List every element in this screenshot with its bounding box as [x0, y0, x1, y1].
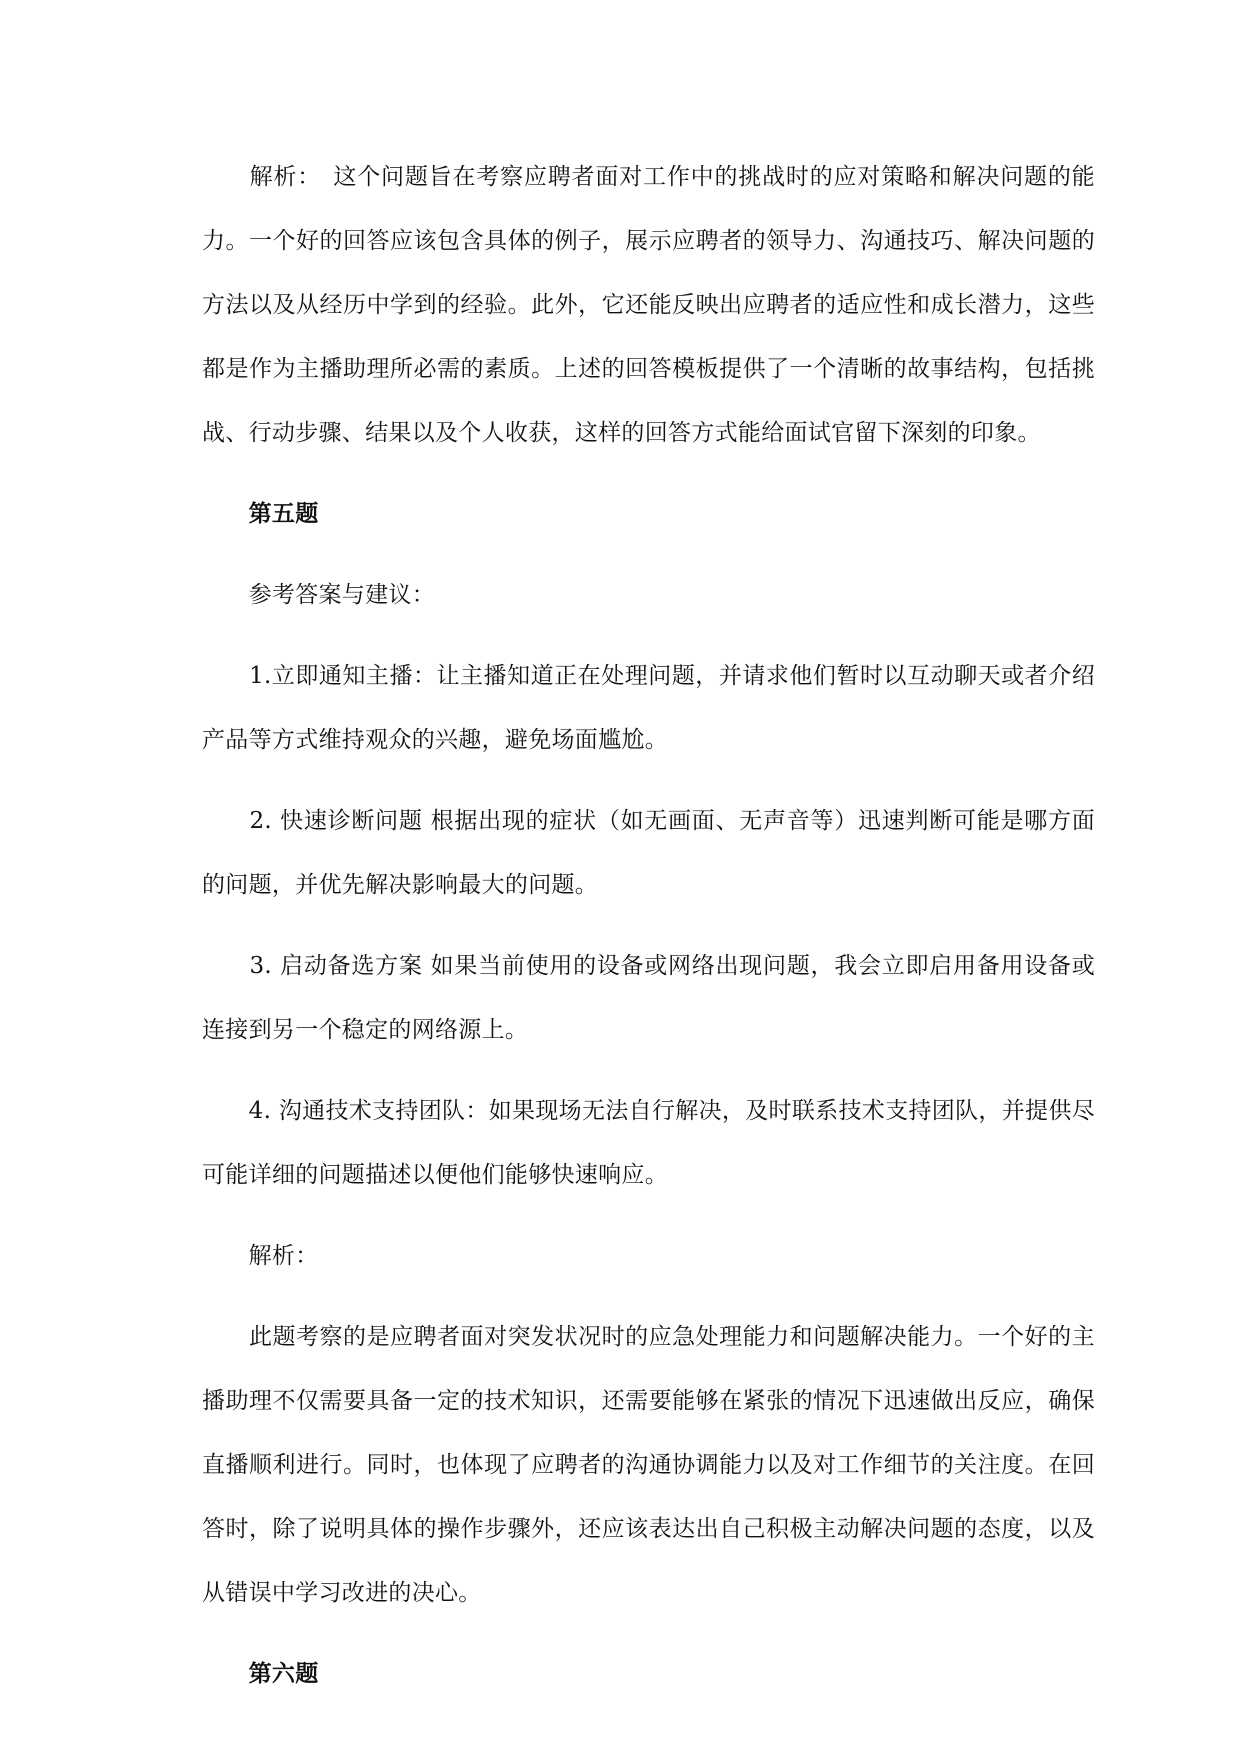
heading-question-5: [202, 482, 1095, 546]
paragraph-text: 3. 启动备选方案 如果当前使用的设备或网络出现问题，我会立即启用备用设备或连接到另一个稳定的网络源上。: [202, 953, 1096, 1043]
paragraph-text: 解析： 这个问题旨在考察应聘者面对工作中的挑战时的应对策略和解决问题的能力。一个好的回答应该包含具体的例子，展示应聘者的领导力、沟通技巧、解决问题的方法以及从经历中学到的经验。此外，它还能反映出应聘者的适应性和成长潜力，这些都是作为主播助理所必需的素质。上述的回答模板提供了一个清晰的故事结构，包括挑战、行动步骤、结果以及个人收获，这样的回答方式能给面试官留下深刻的印象。: [202, 164, 1095, 446]
indent-space: [202, 1660, 249, 1687]
paragraph-text: 参考答案与建议：: [248, 582, 436, 608]
indent-space: [202, 1324, 249, 1350]
heading-text: 第五题: [248, 500, 319, 527]
analysis-paragraph-q4: [202, 145, 1095, 465]
indent-space: [202, 164, 250, 190]
answer-step-1: [202, 644, 1095, 772]
indent-space: [202, 953, 250, 979]
answer-step-3: [202, 934, 1095, 1062]
heading-question-6: [202, 1642, 1095, 1706]
indent-space: [202, 500, 249, 527]
paragraph-text: 此题考察的是应聘者面对突发状况时的应急处理能力和问题解决能力。一个好的主播助理不仅需要具备一定的技术知识，还需要能够在紧张的情况下迅速做出反应，确保直播顺利进行。同时，也体现了应聘者的沟通协调能力以及对工作细节的关注度。在回答时，除了说明具体的操作步骤外，还应该表达出自己积极主动解决问题的态度，以及从错误中学习改进的决心。: [202, 1324, 1095, 1606]
paragraph-text: 1.立即通知主播：让主播知道正在处理问题，并请求他们暂时以互动聊天或者介绍产品等方式维持观众的兴趣，避免场面尴尬。: [202, 663, 1095, 753]
indent-space: [202, 1243, 249, 1269]
paragraph-text: 4. 沟通技术支持团队：如果现场无法自行解决，及时联系技术支持团队，并提供尽可能详细的问题描述以便他们能够快速响应。: [202, 1098, 1095, 1188]
document-body: [202, 145, 1095, 1723]
analysis-paragraph-q5: [202, 1305, 1095, 1625]
indent-space: [202, 1098, 249, 1124]
indent-space: [202, 582, 249, 608]
paragraph-text: 解析：: [248, 1243, 319, 1269]
paragraph-text: 2. 快速诊断问题 根据出现的症状（如无画面、无声音等）迅速判断可能是哪方面的问题，并优先解决影响最大的问题。: [202, 808, 1096, 898]
answer-step-2: [202, 789, 1095, 917]
answer-step-4: [202, 1079, 1095, 1207]
indent-space: [202, 663, 249, 689]
heading-text: 第六题: [248, 1660, 319, 1687]
analysis-label-q5: [202, 1224, 1095, 1288]
reference-answer-label: [202, 563, 1095, 627]
indent-space: [202, 808, 250, 834]
